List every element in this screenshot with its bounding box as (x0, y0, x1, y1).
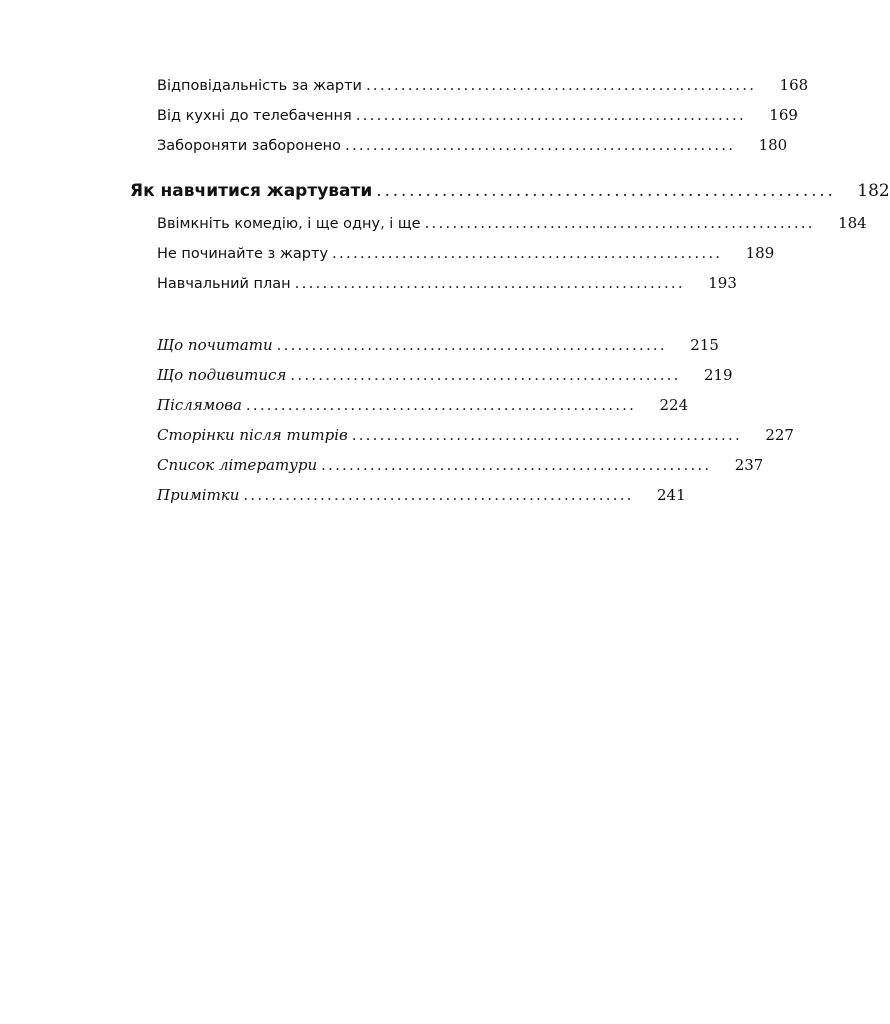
toc-entry (157, 244, 775, 268)
dot-leader: ........................................................ (351, 426, 742, 444)
toc-entry-title: Список літератури (157, 456, 318, 474)
toc-entry-page: 189 (745, 244, 775, 262)
toc-entry (157, 336, 719, 360)
toc-entry-title: Що почитати (157, 336, 273, 354)
dot-leader: ........................................................ (245, 396, 637, 414)
toc-entry-title: Ввімкніть комедію, і ще одну, і ще (157, 216, 421, 232)
toc-entry-title: Примітки (157, 486, 240, 504)
toc-entry (157, 106, 798, 130)
dot-leader: ........................................................ (365, 76, 757, 94)
toc-entry (157, 274, 737, 298)
dot-leader: ........................................................ (321, 456, 712, 474)
dot-leader: ........................................................ (290, 366, 681, 384)
toc-section-heading (130, 181, 890, 205)
toc-entry-page: 227 (765, 426, 794, 444)
toc-entry-page: 168 (779, 76, 809, 94)
dot-leader: ........................................................ (355, 106, 746, 124)
toc-entry-title: Навчальний план (157, 276, 291, 292)
toc-entry (157, 426, 794, 450)
toc-entry (157, 486, 686, 510)
toc-entry-title: Сторінки після титрів (157, 426, 348, 444)
toc-entry (157, 76, 809, 100)
toc-entry-page: 169 (769, 106, 798, 124)
toc-entry-page: 219 (703, 366, 733, 384)
toc-entry-title: Післямова (157, 396, 242, 414)
dot-leader: ........................................................ (424, 214, 815, 232)
dot-leader: ........................................................ (294, 274, 685, 292)
dot-leader: ........................................................ (243, 486, 634, 504)
toc-entry-page: 193 (708, 274, 737, 292)
toc-entry-page: 184 (838, 214, 867, 232)
toc-entry (157, 136, 788, 160)
toc-entry-title: Не починайте з жарту (157, 246, 329, 262)
dot-leader: ........................................................ (345, 136, 736, 154)
toc-section-page: 182 (857, 181, 890, 201)
toc-entry-page: 241 (657, 486, 686, 504)
toc-entry-title: Що подивитися (157, 366, 287, 384)
toc-entry-page: 237 (734, 456, 764, 474)
toc-entry-title: Забороняти заборонено (157, 138, 341, 154)
toc-entry-title: Відповідальність за жарти (157, 78, 362, 94)
dot-leader: ........................................................ (376, 181, 836, 201)
toc-entry (157, 366, 733, 390)
toc-section-title: Як навчитися жартувати (130, 181, 373, 201)
toc-entry (157, 214, 867, 238)
toc-entry-page: 180 (758, 136, 788, 154)
dot-leader: ........................................................ (332, 244, 723, 262)
toc-entry (157, 456, 764, 480)
toc-entry-page: 224 (659, 396, 689, 414)
toc-entry-page: 215 (690, 336, 719, 354)
dot-leader: ........................................................ (276, 336, 667, 354)
toc-entry-title: Від кухні до телебачення (157, 108, 352, 124)
toc-entry (157, 396, 689, 420)
